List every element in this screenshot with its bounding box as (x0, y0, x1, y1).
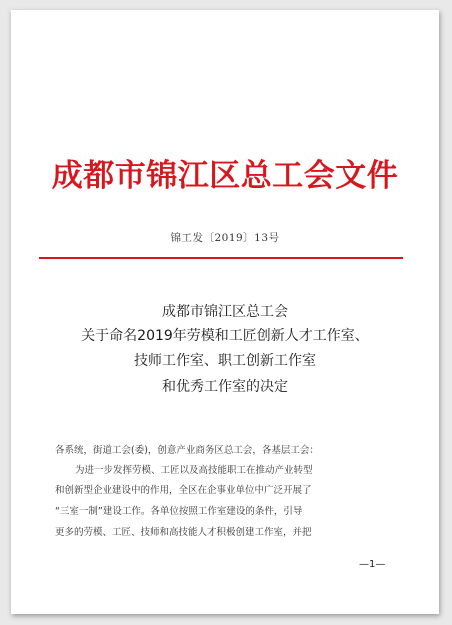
body-line-2: 为进一步发挥劳模、工匠以及高技能职工在推动产业转型 (75, 465, 313, 476)
heading-line-1: 成都市锦江区总工会 (162, 304, 288, 320)
document-org-title: 成都市锦江区总工会文件 (51, 158, 399, 194)
red-separator-line (39, 257, 403, 259)
body-line-3: 和创新型企业建设中的作用，全区在企事业单位中广泛开展了 (55, 485, 312, 496)
heading-line-4: 和优秀工作室的决定 (162, 379, 288, 395)
heading-line-2: 关于命名2019年劳模和工匠创新人才工作室、 (81, 328, 369, 344)
document-number: 锦工发〔2019〕13号 (170, 232, 280, 244)
heading-line-3: 技师工作室、职工创新工作室 (134, 353, 316, 369)
body-line-4: “三室一制”建设工作。各单位按照工作室建设的条件，引导 (55, 506, 303, 517)
body-line-5: 更多的劳模、工匠、技师和高技能人才积极创建工作室，并把 (55, 527, 312, 538)
body-line-1: 各系统，街道工会(委)，创意产业商务区总工会，各基层工会： (55, 445, 319, 456)
document-page (11, 10, 439, 614)
page-number: —1— (359, 559, 386, 570)
